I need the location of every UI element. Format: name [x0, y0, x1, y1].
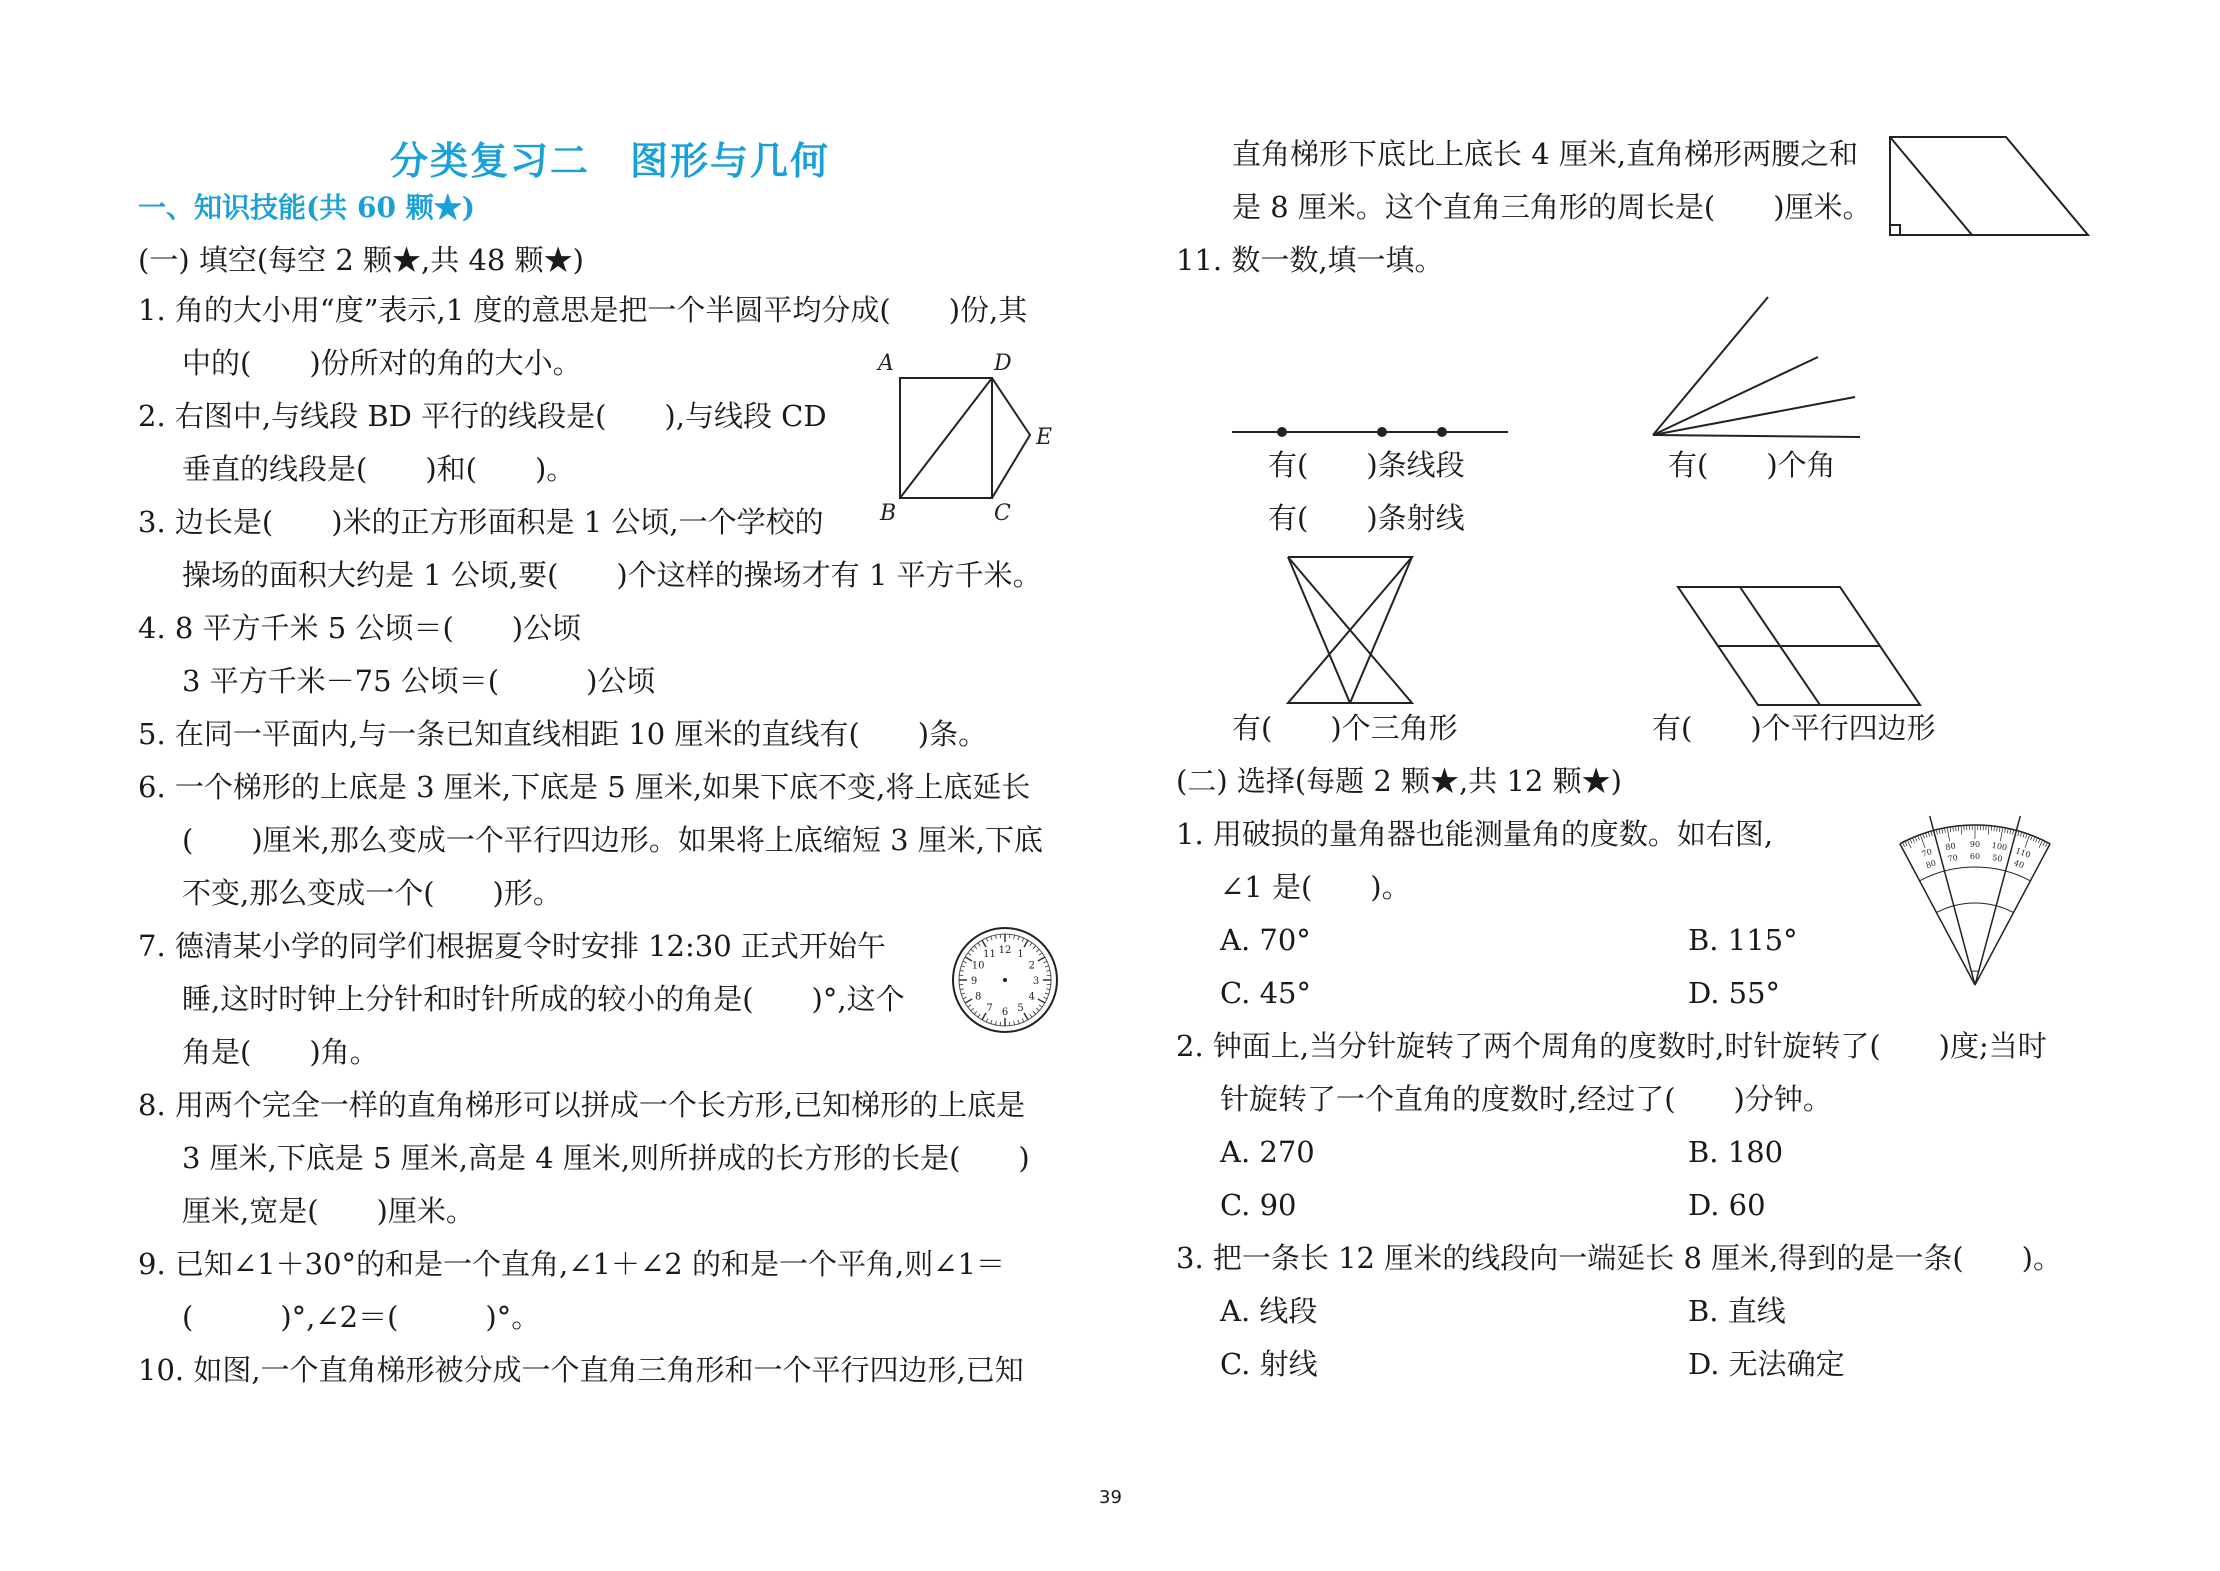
clock-number: 9	[970, 976, 978, 987]
page-title: 分类复习二 图形与几何	[390, 138, 831, 183]
protractor-label: 100	[1991, 840, 2008, 853]
clock-tick	[961, 966, 965, 967]
question-text: 垂直的线段是( )和( )。	[182, 452, 576, 486]
clock-tick	[1022, 1018, 1024, 1022]
protractor-tick	[2007, 828, 2008, 833]
clock-tick	[1045, 966, 1049, 967]
protractor-tick	[1961, 826, 1962, 835]
option-C[interactable]: C. 射线	[1220, 1347, 1318, 1381]
question-text: ( )厘米,那么变成一个平行四边形。如果将上底缩短 3 厘米,下底	[182, 823, 1043, 857]
clock-icon	[950, 925, 1060, 1035]
question-text: 2. 钟面上,当分针旋转了两个周角的度数时,时针旋转了( )度;当时	[1176, 1029, 2047, 1063]
protractor-tick	[2031, 836, 2033, 841]
question-text: 7. 德清某小学的同学们根据夏令时安排 12:30 正式开始午	[138, 929, 886, 963]
protractor-tick	[1918, 836, 1920, 841]
clock-tick	[1014, 1021, 1015, 1025]
clock-tick	[968, 1005, 971, 1007]
clock-tick	[1045, 993, 1049, 994]
clock-number: 4	[1028, 991, 1036, 1003]
protractor-tick	[2023, 833, 2025, 838]
label-A: A	[878, 351, 894, 376]
protractor-label: 80	[1924, 858, 1938, 871]
label-D: D	[994, 351, 1012, 376]
protractor-tick	[2005, 828, 2006, 833]
protractor-label: 60	[1969, 852, 1981, 861]
question-text: 厘米,宽是( )厘米。	[182, 1194, 475, 1228]
protractor-tick	[2018, 831, 2019, 836]
clock-tick	[971, 949, 974, 952]
clock-tick	[978, 943, 980, 946]
clock-number: 1	[1017, 949, 1024, 961]
clock-number: 7	[986, 1002, 993, 1014]
protractor-tick	[2000, 827, 2002, 841]
protractor-tick	[1912, 838, 1914, 843]
protractor-tick	[1956, 826, 1957, 831]
clock-tick	[1046, 989, 1050, 990]
label-C: C	[994, 501, 1011, 526]
question-text: 操场的面积大约是 1 公顷,要( )个这样的操场才有 1 平方千米。	[182, 558, 1042, 592]
clock-tick	[1046, 970, 1050, 971]
clock-tick	[1024, 1013, 1028, 1020]
clock-tick	[986, 938, 988, 942]
label-E: E	[1036, 425, 1053, 450]
question-text: 3. 把一条长 12 厘米的线段向一端延长 8 厘米,得到的是一条( )。	[1176, 1241, 2062, 1275]
protractor-tick	[2038, 839, 2040, 844]
clock-tick	[1014, 935, 1015, 939]
protractor-label: 70	[1920, 847, 1934, 859]
protractor-tick	[1958, 826, 1959, 831]
clock-tick	[1038, 957, 1045, 961]
fill-blank: 有( )条射线	[1268, 501, 1465, 535]
protractor-tick	[1942, 828, 1943, 833]
clock-tick	[1030, 1014, 1032, 1017]
clock-tick	[960, 989, 964, 990]
question-text: 中的( )份所对的角的大小。	[182, 346, 582, 380]
parallelogram-figure	[1675, 585, 1925, 707]
clock-tick	[982, 1013, 986, 1020]
clock-number: 6	[1001, 1007, 1009, 1018]
protractor-figure	[1855, 815, 2095, 995]
triangles-figure	[1280, 555, 1420, 705]
option-B[interactable]: B. 直线	[1688, 1294, 1786, 1328]
protractor-tick	[2012, 830, 2013, 835]
question-text: 1. 用破损的量角器也能测量角的度数。如右图,	[1176, 817, 1774, 851]
protractor-tick	[1947, 827, 1949, 841]
clock-tick	[1036, 949, 1039, 952]
option-B[interactable]: B. 115°	[1688, 923, 1798, 957]
question-text: 睡,这时时钟上分针和时针所成的较小的角是( )°,这个	[182, 982, 905, 1016]
question-text: 9. 已知∠1＋30°的和是一个直角,∠1＋∠2 的和是一个平角,则∠1＝	[138, 1247, 1005, 1281]
fill-blank: 有( )个平行四边形	[1652, 711, 1936, 745]
clock-tick	[991, 1020, 992, 1024]
question-text: 1. 角的大小用“度”表示,1 度的意思是把一个半圆平均分成( )份,其	[138, 293, 1028, 327]
protractor-tick	[1953, 827, 1954, 832]
clock-tick	[963, 961, 967, 963]
protractor-tick	[1915, 837, 1917, 842]
section-heading: 一、知识技能(共 60 颗★)	[138, 191, 475, 224]
protractor-tick	[1950, 827, 1951, 832]
protractor-tick	[1920, 835, 1925, 848]
option-B[interactable]: B. 180	[1688, 1135, 1784, 1169]
protractor-tick	[2025, 835, 2030, 848]
fill-blank: 有( )条线段	[1268, 448, 1465, 482]
protractor-label: 50	[1991, 853, 2004, 864]
option-D[interactable]: D. 60	[1688, 1188, 1766, 1222]
clock-tick	[1036, 1008, 1039, 1011]
question-text: 直角梯形下底比上底长 4 厘米,直角梯形两腰之和	[1232, 137, 1859, 171]
question-text: 8. 用两个完全一样的直角梯形可以拼成一个长方形,已知梯形的上底是	[138, 1088, 1026, 1122]
question-text: 角是( )角。	[182, 1035, 379, 1069]
protractor-tick	[2036, 838, 2038, 843]
clock-tick	[971, 1008, 974, 1011]
fill-blank: 有( )个角	[1668, 448, 1836, 482]
protractor-label: 80	[1944, 841, 1957, 852]
protractor-tick	[1928, 832, 1929, 837]
protractor-inner-arc	[1937, 903, 2014, 913]
question-text: 11. 数一数,填一填。	[1176, 243, 1444, 277]
protractor-label: 110	[2014, 846, 2032, 860]
clock-number: 5	[1017, 1002, 1024, 1014]
question-text: 2. 右图中,与线段 BD 平行的线段是( ),与线段 CD	[138, 399, 827, 433]
protractor-tick	[2043, 841, 2045, 845]
option-C[interactable]: C. 90	[1220, 1188, 1297, 1222]
clock-tick	[1018, 1020, 1019, 1024]
protractor-tick	[1939, 829, 1940, 834]
question-text: 10. 如图,一个直角梯形被分成一个直角三角形和一个平行四边形,已知	[138, 1353, 1024, 1387]
clock-tick	[968, 953, 971, 955]
clock-tick	[1018, 936, 1019, 940]
clock-tick	[960, 970, 964, 971]
page-number: 39	[1099, 1487, 1122, 1508]
option-A[interactable]: A. 270	[1220, 1135, 1315, 1169]
clock-tick	[963, 997, 967, 999]
protractor-tick	[1936, 830, 1937, 835]
square-figure	[880, 350, 1060, 530]
clock-tick	[1033, 946, 1036, 949]
protractor-tick	[1991, 826, 1992, 831]
fill-blank: 有( )个三角形	[1232, 711, 1458, 745]
clock-tick	[978, 1014, 980, 1017]
protractor-tick	[2033, 837, 2035, 842]
clock-tick	[1039, 1005, 1042, 1007]
protractor-tick	[2010, 829, 2011, 834]
clock-tick	[974, 1011, 977, 1014]
question-text: 3. 边长是( )米的正方形面积是 1 公顷,一个学校的	[138, 505, 824, 539]
protractor-tick	[2025, 834, 2027, 839]
clock-tick	[995, 935, 996, 939]
protractor-tick	[1926, 833, 1928, 838]
option-A[interactable]: A. 线段	[1220, 1294, 1318, 1328]
protractor-tick	[1944, 828, 1945, 833]
question-text: 不变,那么变成一个( )形。	[182, 876, 562, 910]
clock-tick	[961, 993, 965, 994]
clock-tick	[986, 1018, 988, 1022]
clock-number: 11	[983, 949, 996, 961]
clock-tick	[1043, 961, 1047, 963]
protractor-tick	[1999, 827, 2000, 832]
protractor-tick	[1988, 826, 1989, 835]
label-B: B	[880, 501, 897, 526]
clock-tick	[1024, 940, 1028, 947]
clock-tick	[1030, 943, 1032, 946]
trapezoid-figure	[1888, 135, 2098, 240]
protractor-tick	[1931, 831, 1932, 836]
question-text: 4. 8 平方千米 5 公顷＝( )公顷	[138, 611, 582, 645]
option-C[interactable]: C. 45°	[1220, 976, 1311, 1010]
protractor-label: 70	[1946, 853, 1959, 864]
question-text: 3 平方千米－75 公顷＝( )公顷	[182, 664, 656, 698]
protractor-mid-arc	[1920, 867, 2031, 881]
question-text: 是 8 厘米。这个直角三角形的周长是( )厘米。	[1232, 190, 1872, 224]
protractor-tick	[1910, 839, 1912, 844]
part-heading-choice: (二) 选择(每题 2 颗★,共 12 颗★)	[1176, 764, 1622, 798]
option-D[interactable]: D. 55°	[1688, 976, 1781, 1010]
option-A[interactable]: A. 70°	[1220, 923, 1311, 957]
clock-tick	[1038, 999, 1045, 1003]
question-text: 3 厘米,下底是 5 厘米,高是 4 厘米,则所拼成的长方形的长是( )	[182, 1141, 1030, 1175]
clock-tick	[991, 936, 992, 940]
clock-tick	[1043, 997, 1047, 999]
protractor-tick	[1994, 826, 1995, 831]
protractor-tick	[1905, 841, 1907, 845]
clock-number: 2	[1028, 960, 1036, 972]
option-D[interactable]: D. 无法确定	[1688, 1347, 1845, 1381]
angles-figure	[1650, 295, 1870, 440]
clock-number: 10	[971, 960, 985, 972]
protractor-tick	[1923, 834, 1925, 839]
protractor-tick	[1997, 827, 1998, 832]
protractor-tick	[2020, 832, 2021, 837]
clock-tick	[1033, 1011, 1036, 1014]
clock-tick	[1039, 953, 1042, 955]
clock-tick	[974, 946, 977, 949]
question-text: ( )°,∠2＝( )°。	[182, 1300, 541, 1334]
question-text: 针旋转了一个直角的度数时,经过了( )分钟。	[1220, 1082, 1832, 1116]
clock-tick	[1022, 938, 1024, 942]
question-text: 5. 在同一平面内,与一条已知直线相距 10 厘米的直线有( )条。	[138, 717, 988, 751]
protractor-label: 90	[1969, 840, 1981, 849]
clock-tick	[965, 999, 972, 1003]
clock-center	[1003, 978, 1007, 982]
clock-number: 8	[974, 991, 982, 1003]
question-text: ∠1 是( )。	[1220, 870, 1411, 904]
clock-tick	[995, 1021, 996, 1025]
clock-number: 3	[1032, 976, 1040, 987]
protractor-tick	[1902, 842, 1904, 846]
question-text: 6. 一个梯形的上底是 3 厘米,下底是 5 厘米,如果下底不变,将上底延长	[138, 770, 1031, 804]
clock-tick	[982, 940, 986, 947]
clock-number: 12	[998, 945, 1012, 956]
protractor-label: 40	[2012, 858, 2026, 871]
protractor-edge	[1900, 844, 1975, 985]
part-heading-fill: (一) 填空(每空 2 颗★,共 48 颗★)	[138, 243, 584, 277]
protractor-tick	[2045, 842, 2047, 846]
